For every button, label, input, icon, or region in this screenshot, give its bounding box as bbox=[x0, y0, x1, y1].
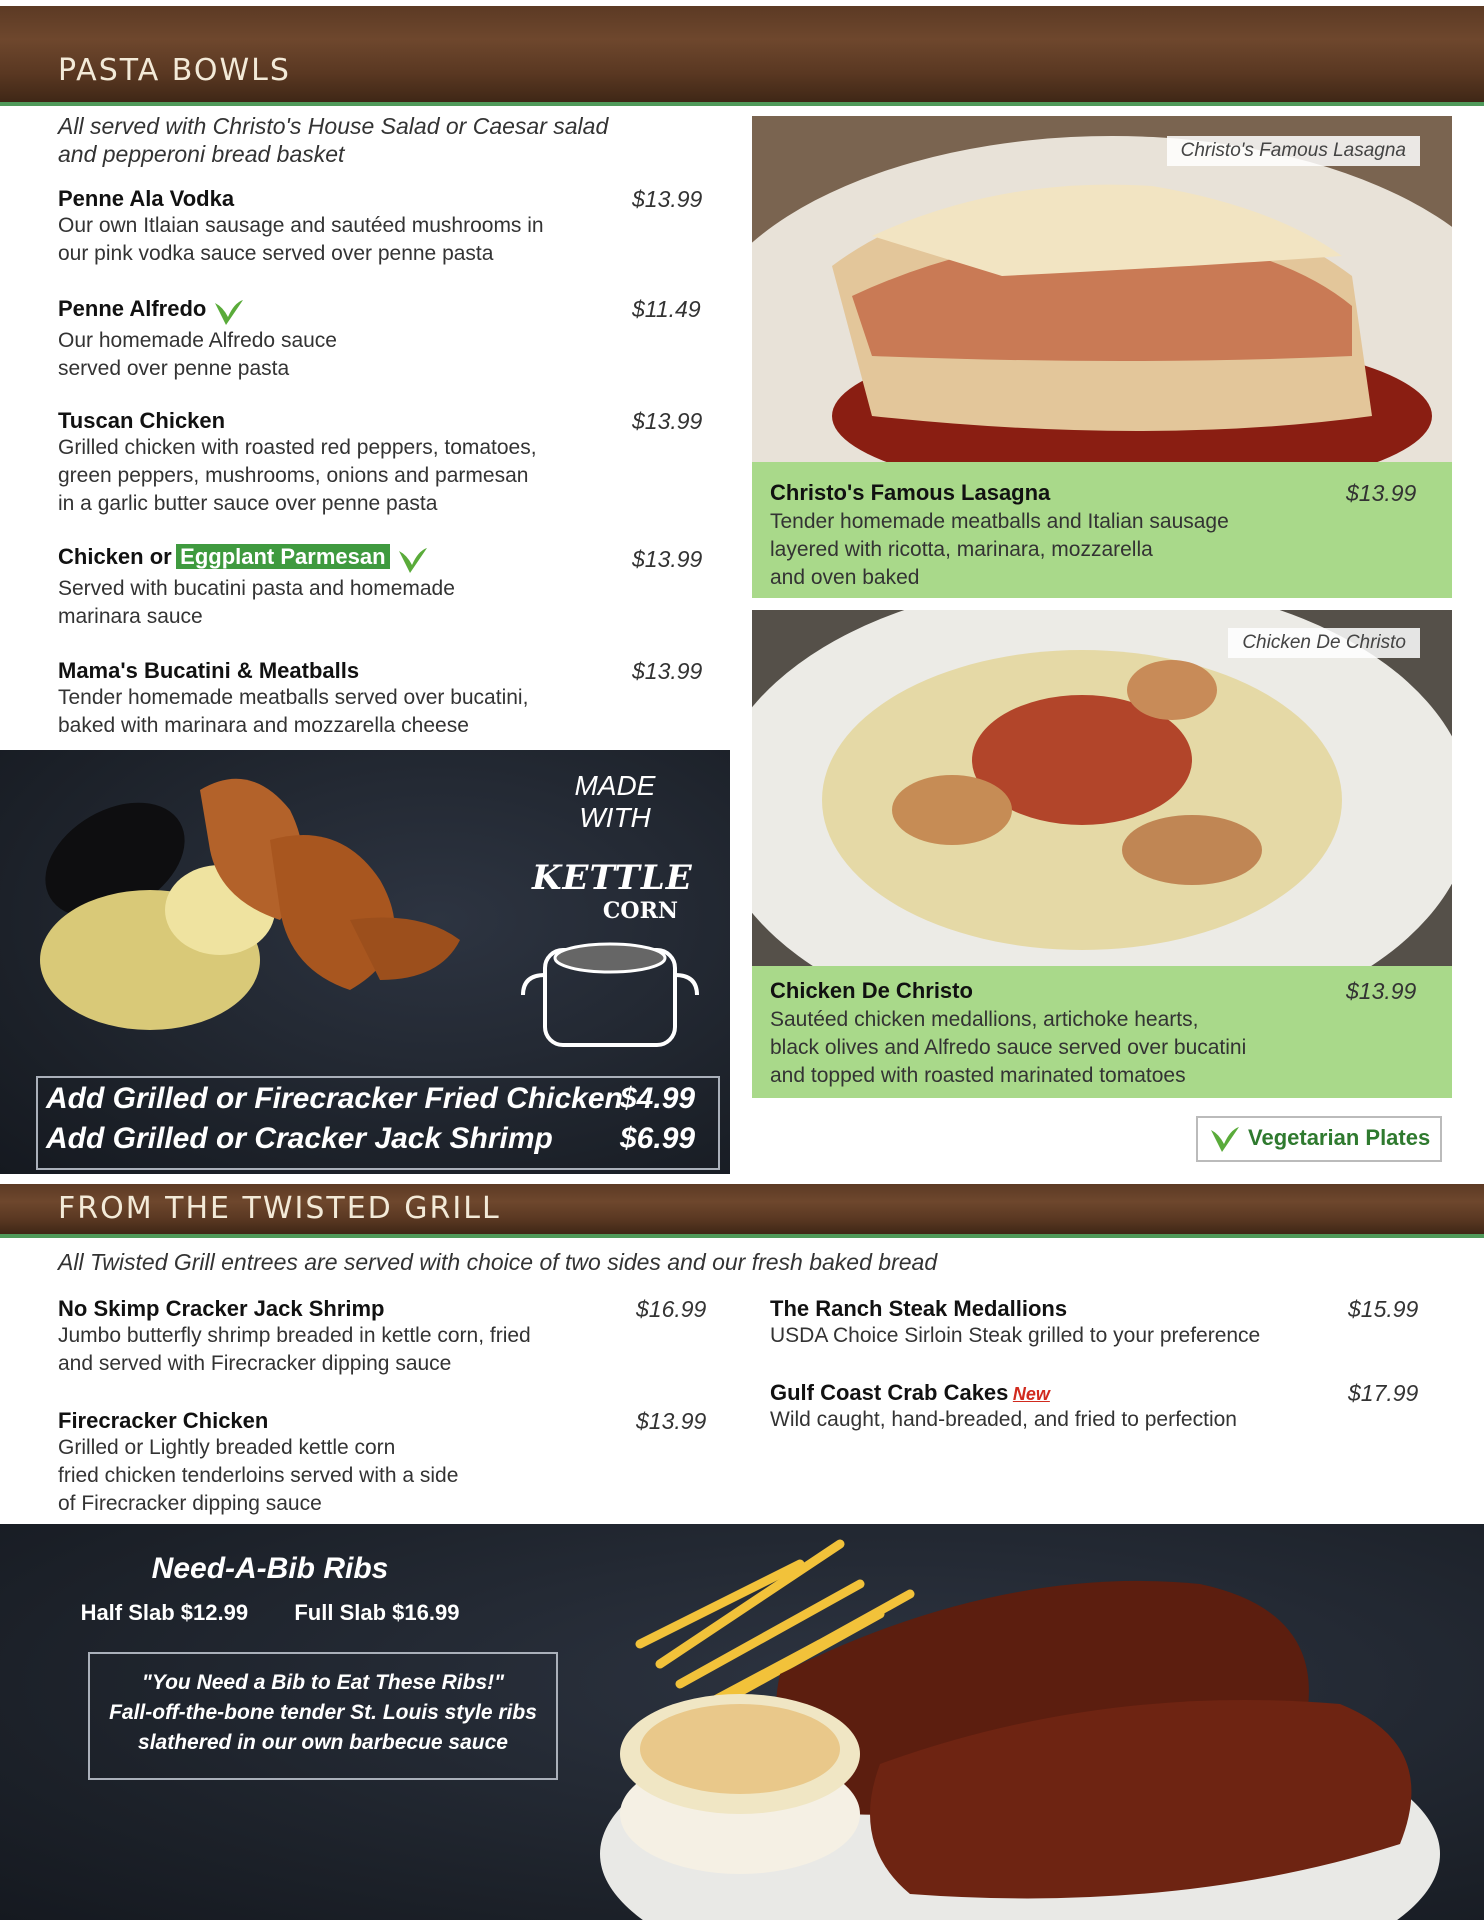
de-christo-photo bbox=[752, 610, 1452, 966]
ribs-plate-photo bbox=[580, 1524, 1484, 1920]
made-with-text: WITH bbox=[579, 802, 651, 833]
item-desc: black olives and Alfredo sauce served over bucatini bbox=[770, 1036, 1247, 1059]
grill-item-firecracker bbox=[58, 1408, 658, 1518]
item-name: Firecracker Chicken bbox=[58, 1408, 269, 1433]
item-desc: Jumbo butterfly shrimp breaded in kettle corn, fried bbox=[58, 1324, 531, 1347]
item-desc: marinara sauce bbox=[58, 604, 203, 628]
item-desc: and oven baked bbox=[770, 566, 920, 589]
lasagna-caption: Christo's Famous Lasagna bbox=[1167, 136, 1420, 166]
grill-item-crab bbox=[770, 1380, 1370, 1434]
grill-item-shrimp bbox=[58, 1296, 658, 1378]
item-name: Mama's Bucatini & Meatballs bbox=[58, 658, 360, 683]
pasta-item-1 bbox=[58, 186, 718, 268]
de-christo-info bbox=[752, 966, 1452, 1098]
item-desc: fried chicken tenderloins served with a side bbox=[58, 1464, 459, 1487]
kettle-text: KETTLE bbox=[532, 858, 693, 898]
grill-item-steak bbox=[770, 1296, 1370, 1350]
ribs-quote: "You Need a Bib to Eat These Ribs!" bbox=[141, 1671, 505, 1694]
fried-chicken-photo bbox=[20, 750, 540, 1080]
item-name: No Skimp Cracker Jack Shrimp bbox=[58, 1296, 385, 1321]
pasta-item-3 bbox=[58, 408, 718, 518]
item-desc: USDA Choice Sirloin Steak grilled to your preference bbox=[770, 1324, 1261, 1347]
item-price: $17.99 bbox=[1348, 1380, 1419, 1406]
pasta-note: All served with Christo's House Salad or Caesar salad and pepperoni bread basket bbox=[58, 113, 609, 167]
item-name: Chicken or bbox=[58, 544, 172, 569]
full-slab-price: Full Slab $16.99 bbox=[294, 1600, 460, 1625]
item-desc: Our own Itlaian sausage and sautéed mushrooms in bbox=[58, 214, 544, 237]
add-ons-box bbox=[36, 1076, 720, 1170]
item-desc: our pink vodka sauce served over penne pasta bbox=[58, 242, 494, 265]
item-desc: Grilled or Lightly breaded kettle corn bbox=[58, 1436, 396, 1459]
made-with-text: MADE bbox=[574, 770, 656, 801]
item-name: Christo's Famous Lasagna bbox=[770, 480, 1051, 505]
ribs-desc: slathered in our own barbecue sauce bbox=[138, 1731, 508, 1754]
item-price: $16.99 bbox=[636, 1296, 707, 1322]
add-chicken-price: $4.99 bbox=[620, 1082, 696, 1115]
kettle-pot-icon bbox=[515, 920, 705, 1060]
add-shrimp-label: Add Grilled or Cracker Jack Shrimp bbox=[46, 1122, 553, 1155]
item-desc: and served with Firecracker dipping sauce bbox=[58, 1352, 452, 1375]
item-desc: Grilled chicken with roasted red peppers, tomatoes, bbox=[58, 436, 537, 459]
item-desc: Wild caught, hand-breaded, and fried to perfection bbox=[770, 1408, 1237, 1431]
ribs-desc: Fall-off-the-bone tender St. Louis style ribs bbox=[109, 1701, 537, 1724]
item-desc: Sautéed chicken medallions, artichoke hearts, bbox=[770, 1008, 1199, 1031]
item-price: $11.49 bbox=[632, 296, 701, 322]
item-desc: Tender homemade meatballs and Italian sausage bbox=[770, 510, 1229, 533]
item-name: Penne Alfredo bbox=[58, 296, 207, 321]
item-desc: served over penne pasta bbox=[58, 356, 290, 380]
de-christo-image bbox=[752, 610, 1452, 966]
kettle-corn-logo bbox=[532, 858, 692, 924]
lasagna-photo bbox=[752, 116, 1452, 462]
item-desc: Tender homemade meatballs served over bucatini, bbox=[58, 686, 529, 709]
item-desc: green peppers, mushrooms, onions and parmesan bbox=[58, 464, 529, 487]
ribs-title: Need-A-Bib Ribs bbox=[151, 1552, 389, 1585]
item-name-highlight: Eggplant Parmesan bbox=[176, 544, 389, 569]
pasta-item-5 bbox=[58, 658, 718, 740]
vegetarian-leaf-icon bbox=[1208, 1124, 1242, 1154]
pasta-bowls-banner bbox=[0, 6, 1484, 106]
item-desc: in a garlic butter sauce over penne pasta bbox=[58, 492, 438, 515]
item-desc: Served with bucatini pasta and homemade bbox=[58, 576, 455, 600]
item-name: Tuscan Chicken bbox=[58, 408, 226, 433]
ribs-prices bbox=[0, 1600, 540, 1626]
item-price: $13.99 bbox=[1346, 978, 1417, 1004]
vegetarian-plates-legend bbox=[1196, 1116, 1442, 1162]
twisted-grill-banner bbox=[0, 1184, 1484, 1238]
item-desc: Our homemade Alfredo sauce bbox=[58, 328, 337, 352]
item-name: The Ranch Steak Medallions bbox=[770, 1296, 1068, 1321]
add-chicken-label: Add Grilled or Firecracker Fried Chicken bbox=[46, 1082, 623, 1115]
item-price: $13.99 bbox=[1346, 480, 1417, 506]
item-name: Gulf Coast Crab Cakes bbox=[770, 1380, 1009, 1405]
vegetarian-plates-label: Vegetarian Plates bbox=[1248, 1124, 1431, 1150]
corn-text: CORN bbox=[602, 898, 678, 924]
pasta-item-4 bbox=[58, 544, 718, 631]
item-price: $13.99 bbox=[636, 1408, 707, 1434]
ribs-quote-box bbox=[88, 1652, 558, 1780]
new-badge: New bbox=[1012, 1384, 1050, 1404]
item-desc: and topped with roasted marinated tomatoes bbox=[770, 1064, 1186, 1087]
item-price: $13.99 bbox=[632, 546, 703, 572]
half-slab-price: Half Slab $12.99 bbox=[80, 1600, 249, 1625]
item-price: $13.99 bbox=[632, 658, 703, 684]
item-name: Penne Ala Vodka bbox=[58, 186, 235, 211]
item-price: $13.99 bbox=[632, 408, 703, 434]
lasagna-image bbox=[752, 116, 1452, 462]
kettle-corn-promo bbox=[0, 750, 730, 1174]
vegetarian-leaf-icon bbox=[212, 297, 246, 327]
grill-note: All Twisted Grill entrees are served with choice of two sides and our fresh baked bread bbox=[58, 1249, 938, 1275]
lasagna-info bbox=[752, 462, 1452, 598]
item-desc: of Firecracker dipping sauce bbox=[58, 1492, 322, 1515]
pasta-bowls-title: PASTA BOWLS bbox=[58, 53, 291, 88]
item-price: $13.99 bbox=[632, 186, 703, 212]
de-christo-caption: Chicken De Christo bbox=[1228, 628, 1420, 658]
add-shrimp-price: $6.99 bbox=[620, 1122, 696, 1155]
twisted-grill-title: FROM THE TWISTED GRILL bbox=[58, 1191, 501, 1226]
pasta-item-2 bbox=[58, 296, 718, 383]
item-desc: baked with marinara and mozzarella cheese bbox=[58, 714, 469, 737]
ribs-promo bbox=[0, 1524, 1484, 1920]
item-price: $15.99 bbox=[1348, 1296, 1419, 1322]
item-desc: layered with ricotta, marinara, mozzarella bbox=[770, 538, 1153, 561]
vegetarian-leaf-icon bbox=[396, 545, 430, 575]
item-name: Chicken De Christo bbox=[770, 978, 973, 1003]
